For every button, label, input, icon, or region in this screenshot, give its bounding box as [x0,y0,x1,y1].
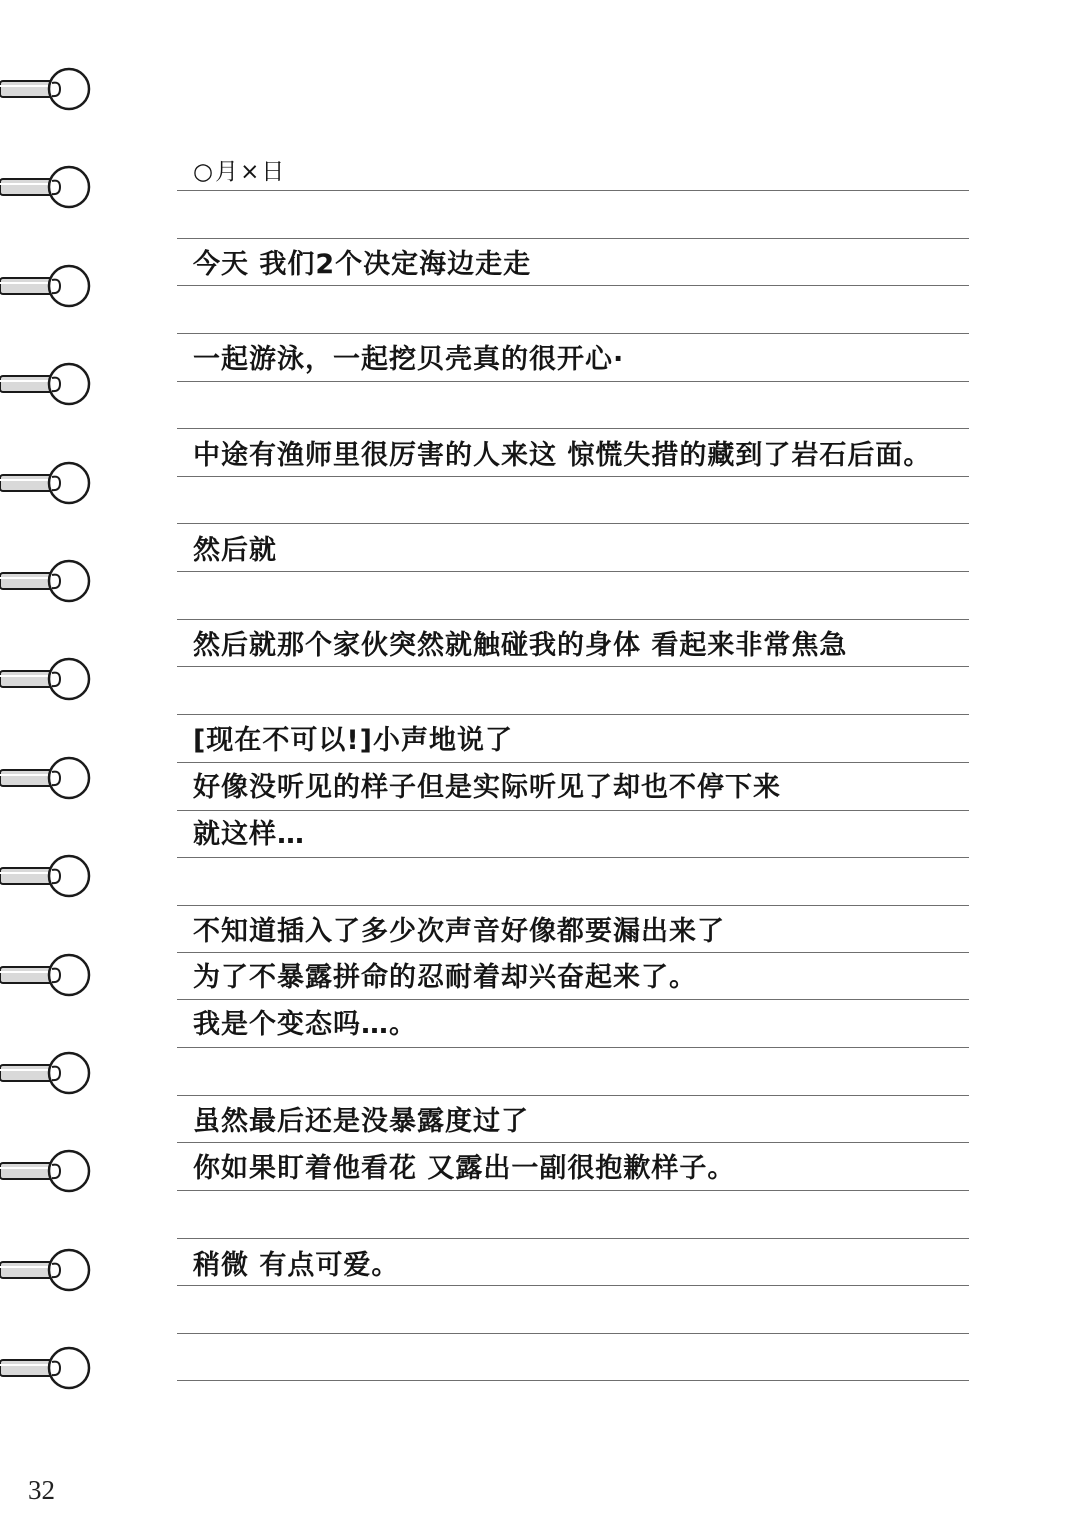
rule-line [177,999,969,1000]
diary-line: 好像没听见的样子但是实际听见了却也不停下来 [193,772,781,803]
rule-line [177,238,969,239]
rule-line [177,952,969,953]
rule-line [177,619,969,620]
binding-ring-icon [0,952,92,998]
diary-line: 一起游泳，一起挖贝壳真的很开心· [193,344,625,375]
rule-line [177,333,969,334]
binding-ring-icon [0,755,92,801]
diary-line: 虽然最后还是没暴露度过了 [193,1106,529,1137]
diary-line: [现在不可以!]小声地说了 [193,725,513,756]
rule-line [177,571,969,572]
diary-line: 不知道插入了多少次声音好像都要漏出来了 [193,916,725,947]
binding-ring-icon [0,1050,92,1096]
rule-line [177,1333,969,1334]
diary-line: 你如果盯着他看花 又露出一副很抱歉样子。 [193,1153,736,1184]
rule-line [177,905,969,906]
rule-line [177,381,969,382]
rule-line [177,1238,969,1239]
diary-line: 就这样… [193,819,305,850]
diary-date: ○月×日 [193,159,287,185]
binding-ring-icon [0,1148,92,1194]
rule-line [177,1095,969,1096]
rule-line [177,1142,969,1143]
rule-line [177,762,969,763]
rule-line [177,1190,969,1191]
rule-line [177,666,969,667]
binding-ring-icon [0,1247,92,1293]
rule-line [177,1380,969,1381]
binding-ring-icon [0,361,92,407]
binding-ring-icon [0,853,92,899]
diary-line: 我是个变态吗…。 [193,1009,417,1040]
binding-ring-icon [0,1345,92,1391]
binding-ring-icon [0,263,92,309]
diary-line: 稍微 有点可爱。 [193,1250,400,1281]
rule-line [177,285,969,286]
rule-line [177,857,969,858]
diary-line: 今天 我们2个决定海边走走 [193,249,532,280]
diary-line: 然后就那个家伙突然就触碰我的身体 看起来非常焦急 [193,630,848,661]
rule-line [177,714,969,715]
binding-ring-icon [0,66,92,112]
diary-line: 中途有渔师里很厉害的人来这 惊慌失措的藏到了岩石后面。 [193,440,932,471]
diary-line: 为了不暴露拼命的忍耐着却兴奋起来了。 [193,962,697,993]
rule-line [177,810,969,811]
rule-line [177,523,969,524]
page-number: 32 [28,1475,55,1505]
binding-ring-icon [0,558,92,604]
binding-ring-icon [0,460,92,506]
diary-line: 然后就 [193,535,277,566]
rule-line [177,190,969,191]
binding-ring-icon [0,164,92,210]
rule-line [177,1047,969,1048]
rule-line [177,428,969,429]
rule-line [177,476,969,477]
binding-ring-icon [0,656,92,702]
